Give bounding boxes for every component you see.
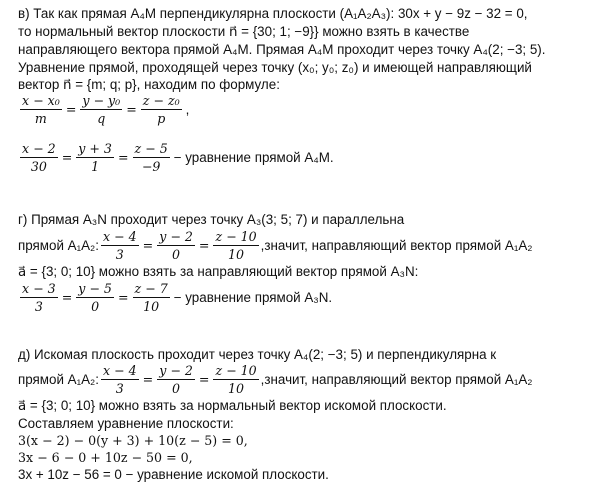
a1a2-fraction-z — [213, 228, 258, 263]
equals-sign: = — [142, 372, 154, 387]
part-v-line-3: направляющего вектора прямой A₄M. Прямая A₄M проходит через точку A₄(2; −3; 5). — [18, 42, 546, 57]
a4m-z-denominator: −9 — [141, 159, 161, 174]
d-a1a2-z-numerator: z − 10 — [215, 363, 257, 378]
a1a2-y-denominator: 0 — [172, 247, 181, 262]
a3n-x-denominator: 3 — [34, 299, 43, 314]
formula-tail: , — [185, 102, 190, 117]
a3n-fraction-y — [76, 280, 114, 315]
a4m-fraction-x — [20, 140, 58, 175]
part-v-line-1: в) Так как прямая A₄M перпендикулярна плоскости (A₁A₂A₃): 30x + y − 9z − 32 = 0, — [18, 6, 528, 21]
part-d-line-4: Составляем уравнение плоскости: — [18, 416, 234, 431]
d-a1a2-y-denominator: 0 — [172, 381, 181, 396]
part-v-line-4: Уравнение прямой, проходящей через точку (x₀; y₀; z₀) и имеющей направляющий — [18, 60, 532, 75]
equals-sign: = — [117, 150, 129, 165]
a4m-z-numerator: z − 5 — [134, 141, 168, 156]
plane-equation-step-2: 3x − 6 − 0 + 10z − 50 = 0, — [18, 450, 193, 465]
part-g-line-2 — [18, 228, 532, 263]
part-d-line-2 — [18, 362, 532, 397]
d-a1a2-z-denominator: 10 — [228, 381, 245, 396]
formula-z-denominator: p — [157, 111, 166, 126]
part-g-line-3: a⃗ = {3; 0; 10} можно взять за направляющий вектор прямой A₃N: — [18, 264, 419, 279]
a4m-equation-label: − уравнение прямой A₄M. — [173, 150, 334, 165]
a1a2-y-numerator: y − 2 — [159, 229, 193, 244]
formula-fraction-y — [80, 92, 122, 127]
a1a2-z-denominator: 10 — [228, 247, 245, 262]
a4m-x-denominator: 30 — [30, 159, 47, 174]
d-a1a2-y-numerator: y − 2 — [159, 363, 193, 378]
equals-sign: = — [117, 290, 129, 305]
equals-sign: = — [198, 238, 210, 253]
a1a2-z-numerator: z − 10 — [215, 229, 257, 244]
part-d-line-1: д) Искомая плоскость проходит через точку A₄(2; −3; 5) и перпендикулярна к — [18, 347, 497, 362]
a3n-fraction-z — [133, 280, 170, 315]
d-a1a2-fraction-y — [157, 362, 195, 397]
d-a1a2-fraction-z — [213, 362, 258, 397]
part-d-line-2-lead: прямой A₁A₂: — [18, 372, 99, 387]
plane-equation-step-1: 3(x − 2) − 0(y + 3) + 10(z − 5) = 0, — [18, 433, 248, 448]
a3n-z-numerator: z − 7 — [134, 281, 168, 296]
part-v-line-2: то нормальный вектор плоскости n⃗ = {30; 1; −9}} можно взять в качестве — [18, 24, 470, 39]
line-a4m-equation — [18, 140, 334, 175]
a1a2-fraction-x — [101, 228, 139, 263]
d-a1a2-x-denominator: 3 — [115, 381, 124, 396]
formula-fraction-x — [20, 92, 62, 127]
part-g-line-2-lead: прямой A₁A₂: — [18, 238, 99, 253]
equals-sign: = — [65, 102, 77, 117]
a1a2-x-denominator: 3 — [115, 247, 124, 262]
equals-sign: = — [61, 290, 73, 305]
a4m-x-numerator: x − 2 — [22, 141, 56, 156]
a3n-y-numerator: y − 5 — [78, 281, 112, 296]
formula-z-numerator: z − z₀ — [142, 93, 180, 108]
a3n-y-denominator: 0 — [91, 299, 100, 314]
d-a1a2-fraction-x — [101, 362, 139, 397]
part-g-line-1: г) Прямая A₃N проходит через точку A₃(3; 5; 7) и параллельна — [18, 212, 405, 227]
a4m-y-denominator: 1 — [91, 159, 100, 174]
formula-fraction-z — [141, 92, 182, 127]
formula-y-numerator: y − y₀ — [82, 93, 121, 108]
a4m-fraction-z — [133, 140, 170, 175]
a3n-equation-label: − уравнение прямой A₃N. — [173, 290, 333, 305]
equals-sign: = — [61, 150, 73, 165]
part-d-line-3: a⃗ = {3; 0; 10} можно взять за нормальный вектор искомой плоскости. — [18, 398, 447, 413]
equals-sign: = — [126, 102, 137, 117]
equals-sign: = — [198, 372, 210, 387]
a1a2-fraction-y — [157, 228, 195, 263]
general-line-formula — [18, 92, 189, 127]
a3n-fraction-x — [20, 280, 58, 315]
formula-x-denominator: m — [34, 111, 47, 126]
plane-equation-result: 3x + 10z − 56 = 0 − уравнение искомой плоскости. — [18, 467, 329, 482]
a3n-x-numerator: x − 3 — [22, 281, 56, 296]
part-d-line-2-tail: ,значит, направляющий вектор прямой A₁A₂ — [260, 372, 533, 387]
formula-y-denominator: q — [97, 111, 106, 126]
a1a2-x-numerator: x − 4 — [102, 229, 137, 244]
equals-sign: = — [142, 238, 154, 253]
d-a1a2-x-numerator: x − 4 — [102, 363, 137, 378]
part-g-line-2-tail: ,значит, направляющий вектор прямой A₁A₂ — [260, 238, 533, 253]
a4m-fraction-y — [76, 140, 114, 175]
a3n-z-denominator: 10 — [143, 299, 160, 314]
line-a3n-equation — [18, 280, 332, 315]
formula-x-numerator: x − x₀ — [22, 93, 60, 108]
part-v-line-5: вектор n⃗ = {m; q; p}, находим по формуле: — [18, 77, 280, 92]
a4m-y-numerator: y + 3 — [78, 141, 112, 156]
